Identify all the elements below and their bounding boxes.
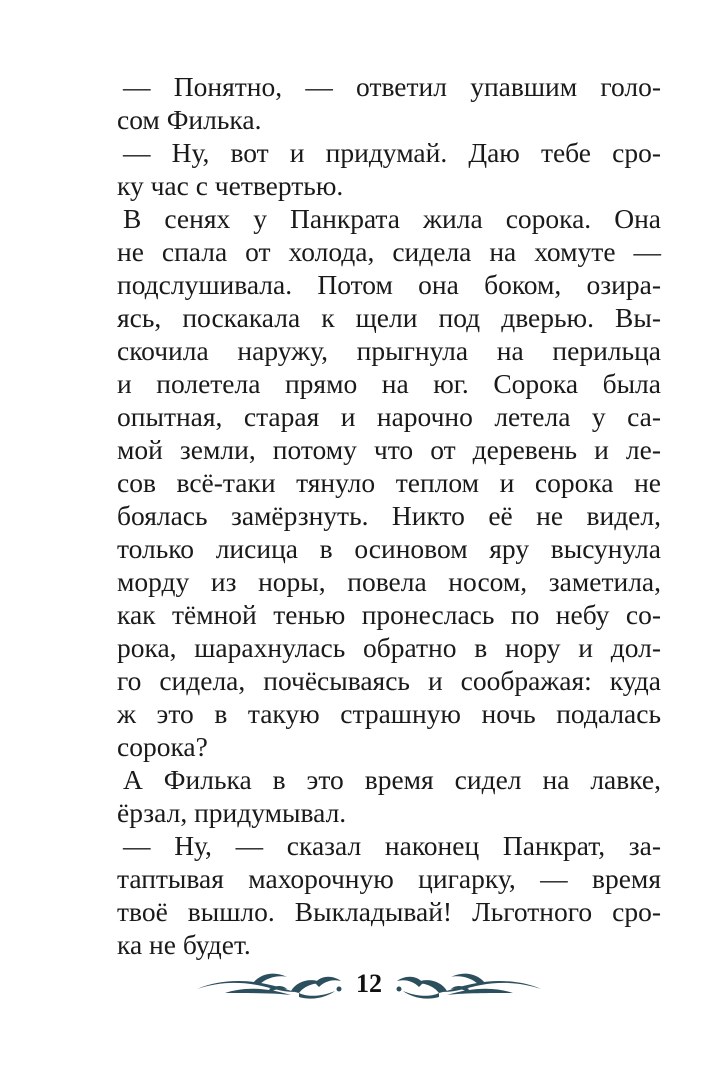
text-line: го сидела, почёсываясь и соображая: куда — [117, 665, 661, 696]
text-line: — Ну, — сказал наконец Панкрат, за- — [123, 830, 661, 861]
text-line: ёрзал, придумывал. — [117, 797, 347, 828]
page-text — [117, 70, 661, 961]
text-line: не спала от холода, сидела на хомуте — — [117, 236, 661, 267]
text-line: сорока? — [117, 731, 208, 762]
text-line: В сенях у Панкрата жила сорока. Она — [123, 203, 661, 234]
text-line: мой земли, потому что от деревень и ле- — [117, 434, 661, 465]
text-line: подслушивала. Потом она боком, озира- — [117, 269, 661, 300]
text-line: ж это в такую страшную ночь подалась — [117, 698, 661, 729]
text-line: ку час с четвертью. — [117, 170, 344, 201]
text-line: твоё вышло. Выкладывай! Льготного сро- — [117, 896, 661, 927]
left-ornament-icon — [195, 963, 345, 1007]
text-line: — Ну, вот и придумай. Даю тебе сро- — [123, 137, 661, 168]
page-footer — [195, 963, 543, 1007]
text-line: сов всё-таки тянуло теплом и сорока не — [117, 467, 661, 498]
text-line: как тёмной тенью пронеслась по небу со- — [117, 599, 661, 630]
text-line: — Понятно, — ответил упавшим голо- — [123, 71, 661, 102]
text-line: боялась замёрзнуть. Никто её не видел, — [117, 500, 661, 531]
text-line: и полетела прямо на юг. Сорока была — [117, 368, 661, 399]
text-line: сом Филька. — [117, 104, 262, 135]
text-line: скочила наружу, прыгнула на перильца — [117, 335, 661, 366]
text-line: только лисица в осиновом яру высунула — [117, 533, 661, 564]
page-number: 12 — [356, 969, 382, 998]
text-line: А Филька в это время сидел на лавке, — [123, 764, 661, 795]
text-line: ясь, поскакала к щели под дверью. Вы- — [117, 302, 661, 333]
text-line: морду из норы, повела носом, заметила, — [117, 566, 661, 597]
text-line: ка не будет. — [117, 929, 251, 960]
text-line: опытная, старая и нарочно летела у са- — [117, 401, 661, 432]
text-line: рока, шарахнулась обратно в нору и дол- — [117, 632, 661, 663]
text-line: таптывая махорочную цигарку, — время — [117, 863, 661, 894]
right-ornament-icon — [393, 963, 543, 1007]
